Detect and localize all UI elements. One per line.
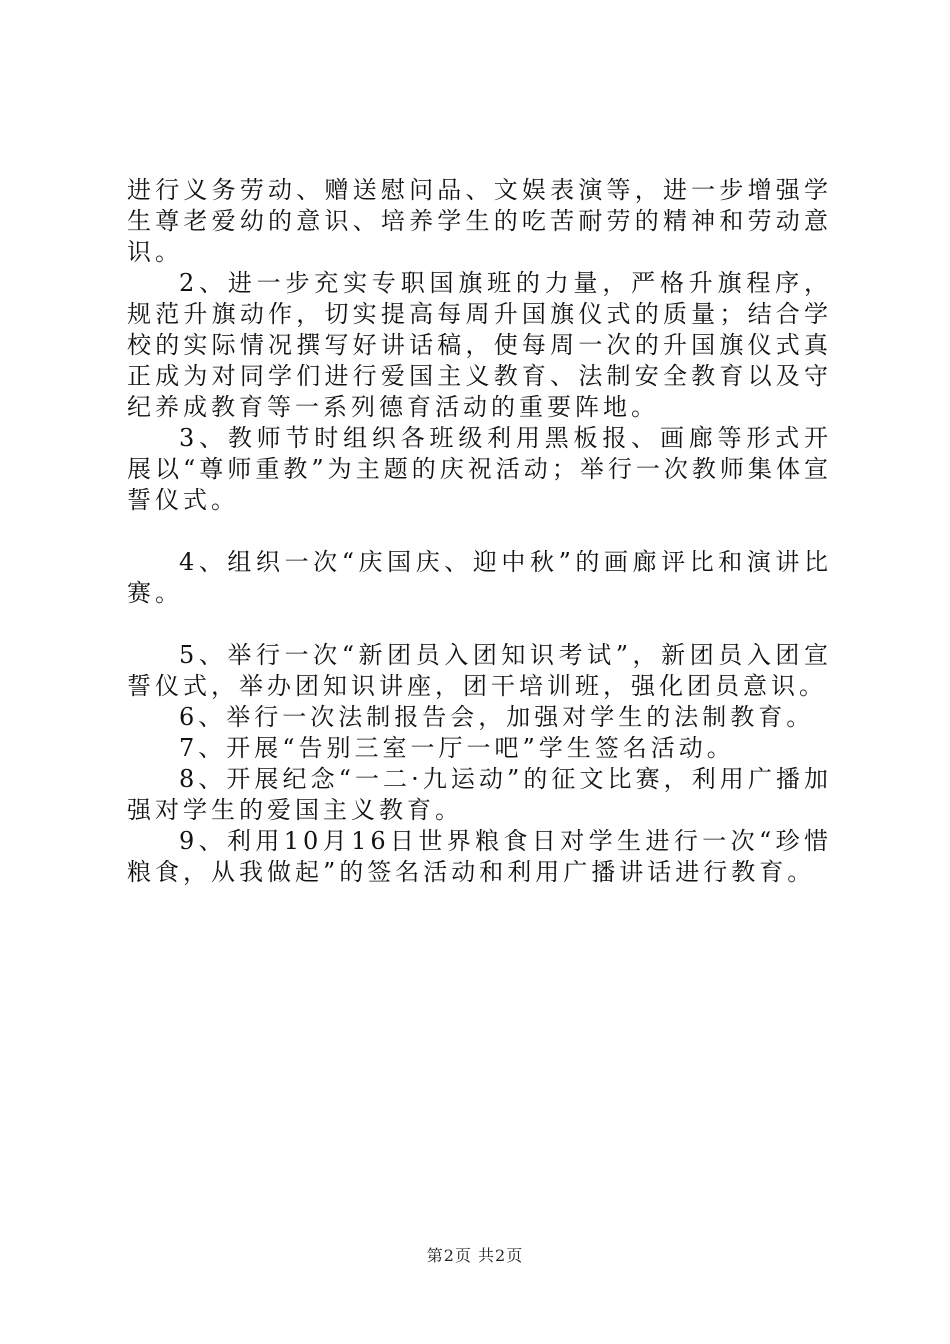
paragraph-item-5: 5、举行一次“新团员入团知识考试”，新团员入团宣誓仪式，举办团知识讲座，团干培训班，强化团员意识。 bbox=[127, 641, 832, 700]
paragraph-item-2: 2、进一步充实专职国旗班的力量，严格升旗程序，规范升旗动作，切实提高每周升国旗仪式的质量；结合学校的实际情况撰写好讲话稿，使每周一次的升国旗仪式真正成为对同学们进行爱国主义教育、法制安全教育以及守纪养成教育等一系列德育活动的重要阵地。 bbox=[127, 269, 832, 421]
paragraph-item-9: 9、利用10月16日世界粮食日对学生进行一次“珍惜粮食，从我做起”的签名活动和利用广播讲话进行教育。 bbox=[127, 827, 832, 886]
paragraph-item-7: 7、开展“告别三室一厅一吧”学生签名活动。 bbox=[179, 734, 735, 762]
paragraph-item-6: 6、举行一次法制报告会，加强对学生的法制教育。 bbox=[179, 703, 815, 731]
paragraph-item-3: 3、教师节时组织各班级利用黑板报、画廊等形式开展以“尊师重教”为主题的庆祝活动；举行一次教师集体宣誓仪式。 bbox=[127, 424, 832, 514]
paragraph-continuation: 进行义务劳动、赠送慰问品、文娱表演等，进一步增强学生尊老爱幼的意识、培养学生的吃苦耐劳的精神和劳动意识。 bbox=[127, 176, 832, 266]
page-number-footer: 第2页 共2页 bbox=[426, 1246, 524, 1265]
paragraph-item-8: 8、开展纪念“一二·九运动”的征文比赛，利用广播加强对学生的爱国主义教育。 bbox=[127, 765, 832, 824]
paragraph-item-4: 4、组织一次“庆国庆、迎中秋”的画廊评比和演讲比赛。 bbox=[127, 548, 832, 607]
document-body bbox=[127, 175, 832, 888]
